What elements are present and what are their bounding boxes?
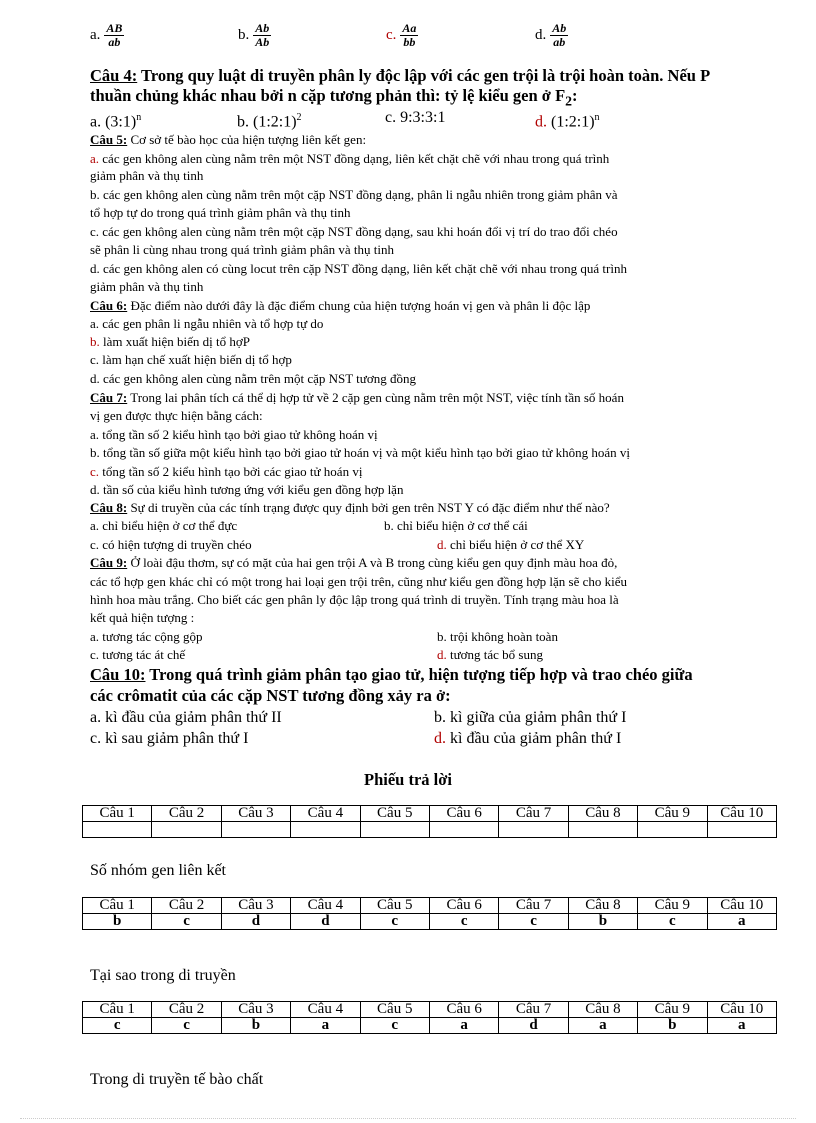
q7-option-c: c. tổng tần số 2 kiểu hình tạo bởi các giao tử hoán vị [90,464,363,479]
header-cell: Câu 10 [707,898,776,914]
q8-option-d: d. chỉ biểu hiện ở cơ thể XY [437,537,585,552]
q7-option-a: a. tổng tần số 2 kiểu hình tạo bởi giao tử không hoán vị [90,427,378,442]
answer-cell: c [360,914,429,930]
q3-option-c: c. $\frac{Aa}{bb}$ [386,21,417,49]
q10-stem-line2: các crômatit của các cặp NST tương đồng xảy ra ở: [90,686,451,705]
answer-cell: b [568,914,637,930]
header-cell: Câu 5 [360,1002,429,1018]
q9-option-b: b. trội không hoàn toàn [437,629,558,644]
answer-cell: a [291,1018,360,1034]
q5-option-a: a. các gen không alen cùng nằm trên một NST đồng dạng, liên kết chặt chẽ với nhau trong quá trình [90,151,610,166]
header-cell: Câu 7 [499,806,568,822]
q7-stem: Câu 7: Trong lai phân tích cá thể dị hợp tử về 2 cặp gen cùng nằm trên một NST, việc tính tần số hoán [90,390,624,405]
answer-cell: a [568,1018,637,1034]
q3-option-a: a. $\frac{AB}{ab}$ [90,21,123,49]
q5-stem: Câu 5: Cơ sở tế bào học của hiện tượng liên kết gen: [90,132,367,147]
answer-cell: c [360,1018,429,1034]
header-cell: Câu 6 [429,898,498,914]
header-cell: Câu 5 [360,806,429,822]
header-cell: Câu 6 [429,806,498,822]
answer-cell [707,822,776,838]
q7-option-b: b. tổng tần số giữa một kiểu hình tạo bởi giao tử hoán vị và một kiểu hình tạo bởi giao tử không hoán vị [90,445,631,460]
header-cell: Câu 1 [83,1002,152,1018]
header-cell: Câu 8 [568,898,637,914]
q6-stem: Câu 6: Đặc điểm nào dưới đây là đặc điểm chung của hiện tượng hoán vị gen và phân li độc lập [90,298,591,313]
answer-cell: c [152,1018,221,1034]
q9-stem: Câu 9: Ở loài đậu thơm, sự có mặt của hai gen trội A và B trong cùng kiểu gen quy định màu hoa đỏ, [90,555,618,570]
answer-cell: c [638,914,707,930]
q10-option-c: c. kì sau giảm phân thứ I [90,730,249,747]
q5-option-b-line2: tổ hợp tự do trong quá trình giảm phân và thụ tinh [90,205,351,220]
header-cell: Câu 7 [499,1002,568,1018]
answer-cell: c [152,914,221,930]
q4-option-a: a. (3:1)$^n$ [90,112,142,131]
q5-option-c: c. các gen không alen cùng nằm trên một cặp NST đồng dạng, sau khi hoán đổi vị trí do trao đổi chéo [90,224,618,239]
answer-cell: c [499,914,568,930]
q9-stem-line2: các tổ hợp gen khác chỉ có một trong hai loại gen trội trên, cũng như kiểu gen đồng hợp lặn sẽ cho kiểu [90,574,628,589]
header-cell: Câu 2 [152,898,221,914]
q4-option-d: d. (1:2:1)$^n$ [535,112,600,131]
q10-option-b: b. kì giữa của giảm phân thứ I [434,709,627,726]
answer-table-2 [82,1001,777,1034]
q10-option-d: d. kì đầu của giảm phân thứ I [434,730,622,747]
header-cell: Câu 1 [83,806,152,822]
q7-option-d: d. tần số của kiểu hình tương ứng với kiểu gen đồng hợp lặn [90,482,404,497]
answer-cell [360,822,429,838]
q10-stem: Câu 10: Trong quá trình giảm phân tạo giao tử, hiện tượng tiếp hợp và trao chéo giữa [90,665,693,684]
answer-cell: d [291,914,360,930]
header-cell: Câu 3 [221,806,290,822]
q4-option-c: c. 9:3:3:1 [385,109,446,126]
answer-cell [83,822,152,838]
q9-option-a: a. tương tác cộng gộp [90,629,203,644]
answer-cell: b [221,1018,290,1034]
header-cell: Câu 10 [707,1002,776,1018]
header-cell: Câu 4 [291,898,360,914]
answer-cell: d [221,914,290,930]
q6-option-a: a. các gen phân li ngẫu nhiên và tổ hợp tự do [90,316,324,331]
q9-option-c: c. tương tác át chế [90,647,186,662]
answer-cell: b [83,914,152,930]
q5-option-d-line2: giảm phân và thụ tinh [90,279,204,294]
header-cell: Câu 9 [638,806,707,822]
table-row [83,914,777,930]
answer-cell [291,822,360,838]
q5-option-a-line2: giảm phân và thụ tinh [90,168,204,183]
table-header-row [83,898,777,914]
header-cell: Câu 10 [707,806,776,822]
answer-cell [499,822,568,838]
q8-option-b: b. chỉ biểu hiện ở cơ thể cái [384,518,528,533]
answer-cell [152,822,221,838]
answer-cell [568,822,637,838]
section-title-2: Tại sao trong di truyền [90,967,236,984]
page-footer-divider [20,1118,796,1119]
q8-option-c: c. có hiện tượng di truyền chéo [90,537,252,552]
section-title-1: Số nhóm gen liên kết [90,862,226,879]
header-cell: Câu 4 [291,1002,360,1018]
answer-table-1 [82,897,777,930]
answer-cell: d [499,1018,568,1034]
header-cell: Câu 7 [499,898,568,914]
header-cell: Câu 4 [291,806,360,822]
q3-option-d: d. $\frac{Ab}{ab}$ [535,21,567,49]
q5-option-b: b. các gen không alen cùng nằm trên một cặp NST đồng dạng, phân li ngẫu nhiên trong giảm phân và [90,187,618,202]
header-cell: Câu 3 [221,898,290,914]
q9-option-d: d. tương tác bổ sung [437,647,543,662]
header-cell: Câu 8 [568,1002,637,1018]
header-cell: Câu 2 [152,1002,221,1018]
header-cell: Câu 9 [638,1002,707,1018]
q9-stem-line4: kết quả hiện tượng : [90,610,195,625]
answer-cell [429,822,498,838]
table-row [83,822,777,838]
q5-option-c-line2: sẽ phân li cùng nhau trong quá trình giảm phân và thụ tinh [90,242,394,257]
header-cell: Câu 1 [83,898,152,914]
header-cell: Câu 9 [638,898,707,914]
q5-option-d: d. các gen không alen có cùng locut trên cặp NST đồng dạng, liên kết chặt chẽ với nhau trong quá trình [90,261,627,276]
q6-option-b: b. làm xuất hiện biến dị tổ hợP [90,334,250,349]
header-cell: Câu 3 [221,1002,290,1018]
q4-stem: Câu 4: Trong quy luật di truyền phân ly độc lập với các gen trội là trội hoàn toàn. Nếu P [90,66,711,85]
answer-cell: c [429,914,498,930]
q8-stem: Câu 8: Sự di truyền của các tính trạng được quy định bởi gen trên NST Y có đặc điểm như thế nào? [90,500,610,515]
table-row [83,1018,777,1034]
header-cell: Câu 5 [360,898,429,914]
answer-cell: c [83,1018,152,1034]
q6-option-c: c. làm hạn chế xuất hiện biến dị tổ hợp [90,352,292,367]
answer-cell: b [638,1018,707,1034]
answer-cell: a [429,1018,498,1034]
q7-stem-line2: vị gen được thực hiện bằng cách: [90,408,263,423]
q3-option-b: b. $\frac{Ab}{Ab}$ [238,21,270,49]
section-title-3: Trong di truyền tế bào chất [90,1071,264,1088]
answer-sheet-title: Phiếu trả lời [364,770,452,789]
header-cell: Câu 6 [429,1002,498,1018]
q6-option-d: d. các gen không alen cùng nằm trên một cặp NST tương đồng [90,371,416,386]
q4-stem-line2: thuần chủng khác nhau bởi n cặp tương phản thì: tỷ lệ kiểu gen ở $F_2$: [90,86,578,109]
q10-option-a: a. kì đầu của giảm phân thứ II [90,709,282,726]
q8-option-a: a. chỉ biểu hiện ở cơ thể đực [90,518,238,533]
header-cell: Câu 2 [152,806,221,822]
header-cell: Câu 8 [568,806,637,822]
q9-stem-line3: hình hoa màu trắng. Cho biết các gen phân ly độc lập trong quá trình di truyền. Tính trạng màu hoa là [90,592,619,607]
answer-cell: a [707,914,776,930]
answer-cell [221,822,290,838]
table-header-row [83,1002,777,1018]
q4-option-b: b. (1:2:1)$^2$ [237,112,302,131]
answer-table-blank [82,805,777,838]
answer-cell: a [707,1018,776,1034]
answer-cell [638,822,707,838]
table-header-row [83,806,777,822]
